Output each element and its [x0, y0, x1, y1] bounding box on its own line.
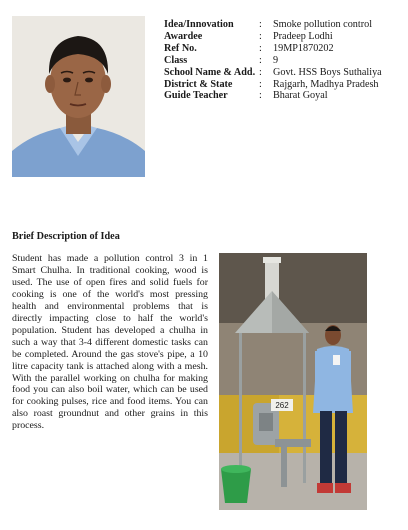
detail-row-idea	[164, 19, 382, 31]
detail-value: 19MP1870202	[273, 42, 334, 54]
portrait-image	[12, 16, 145, 177]
detail-value: Govt. HSS Boys Suthaliya	[273, 66, 382, 78]
detail-label: Awardee	[164, 30, 203, 42]
detail-label: School Name & Add.	[164, 66, 256, 78]
awardee-details-table	[164, 19, 382, 102]
detail-row-awardee	[164, 31, 382, 43]
detail-label: Guide Teacher	[164, 90, 228, 102]
detail-label: Class	[164, 54, 188, 66]
detail-value: Rajgarh, Madhya Pradesh	[273, 78, 379, 90]
detail-row-school	[164, 67, 382, 79]
exhibit-tag: 262	[275, 401, 289, 410]
detail-label: Idea/Innovation	[164, 19, 234, 30]
detail-value: Pradeep Lodhi	[273, 30, 333, 42]
detail-separator: :	[259, 90, 262, 102]
detail-row-guide-teacher	[164, 90, 382, 102]
exhibit-photo	[219, 253, 367, 510]
detail-row-class	[164, 55, 382, 67]
detail-separator: :	[259, 66, 262, 78]
detail-row-district	[164, 79, 382, 91]
awardee-portrait	[12, 16, 145, 177]
detail-label: District & State	[164, 78, 233, 90]
detail-label: Ref No.	[164, 42, 197, 54]
section-heading: Brief Description of Idea	[12, 231, 120, 242]
detail-separator: :	[259, 42, 262, 54]
detail-separator: :	[259, 30, 262, 42]
exhibit-photo-image	[219, 253, 367, 510]
detail-row-ref-no	[164, 43, 382, 55]
idea-description: Student has made a pollution control 3 in 1 Smart Chulha. In traditional cooking, wood is used. The use of open fires and solid fuels for cooking is one of the world's most pressing health and environmental problems that is directly impacting close to half the world's population. Student has developed a chulha in such a way that 3-4 different domestic tasks can be completed. Around the gas stove's pipe, a 10 litre capacity tank is attached along with a mesh. With the parallel working on chulha for making food you can also boil water, which can be used for cooking pulses, rice and food items. You can also roast groundnut and other grains in this process.	[12, 253, 208, 432]
detail-separator: :	[259, 19, 262, 30]
detail-value: 9	[273, 54, 279, 66]
detail-separator: :	[259, 78, 262, 90]
detail-value: Bharat Goyal	[273, 90, 328, 102]
detail-value: Smoke pollution control	[273, 19, 373, 30]
detail-separator: :	[259, 54, 262, 66]
